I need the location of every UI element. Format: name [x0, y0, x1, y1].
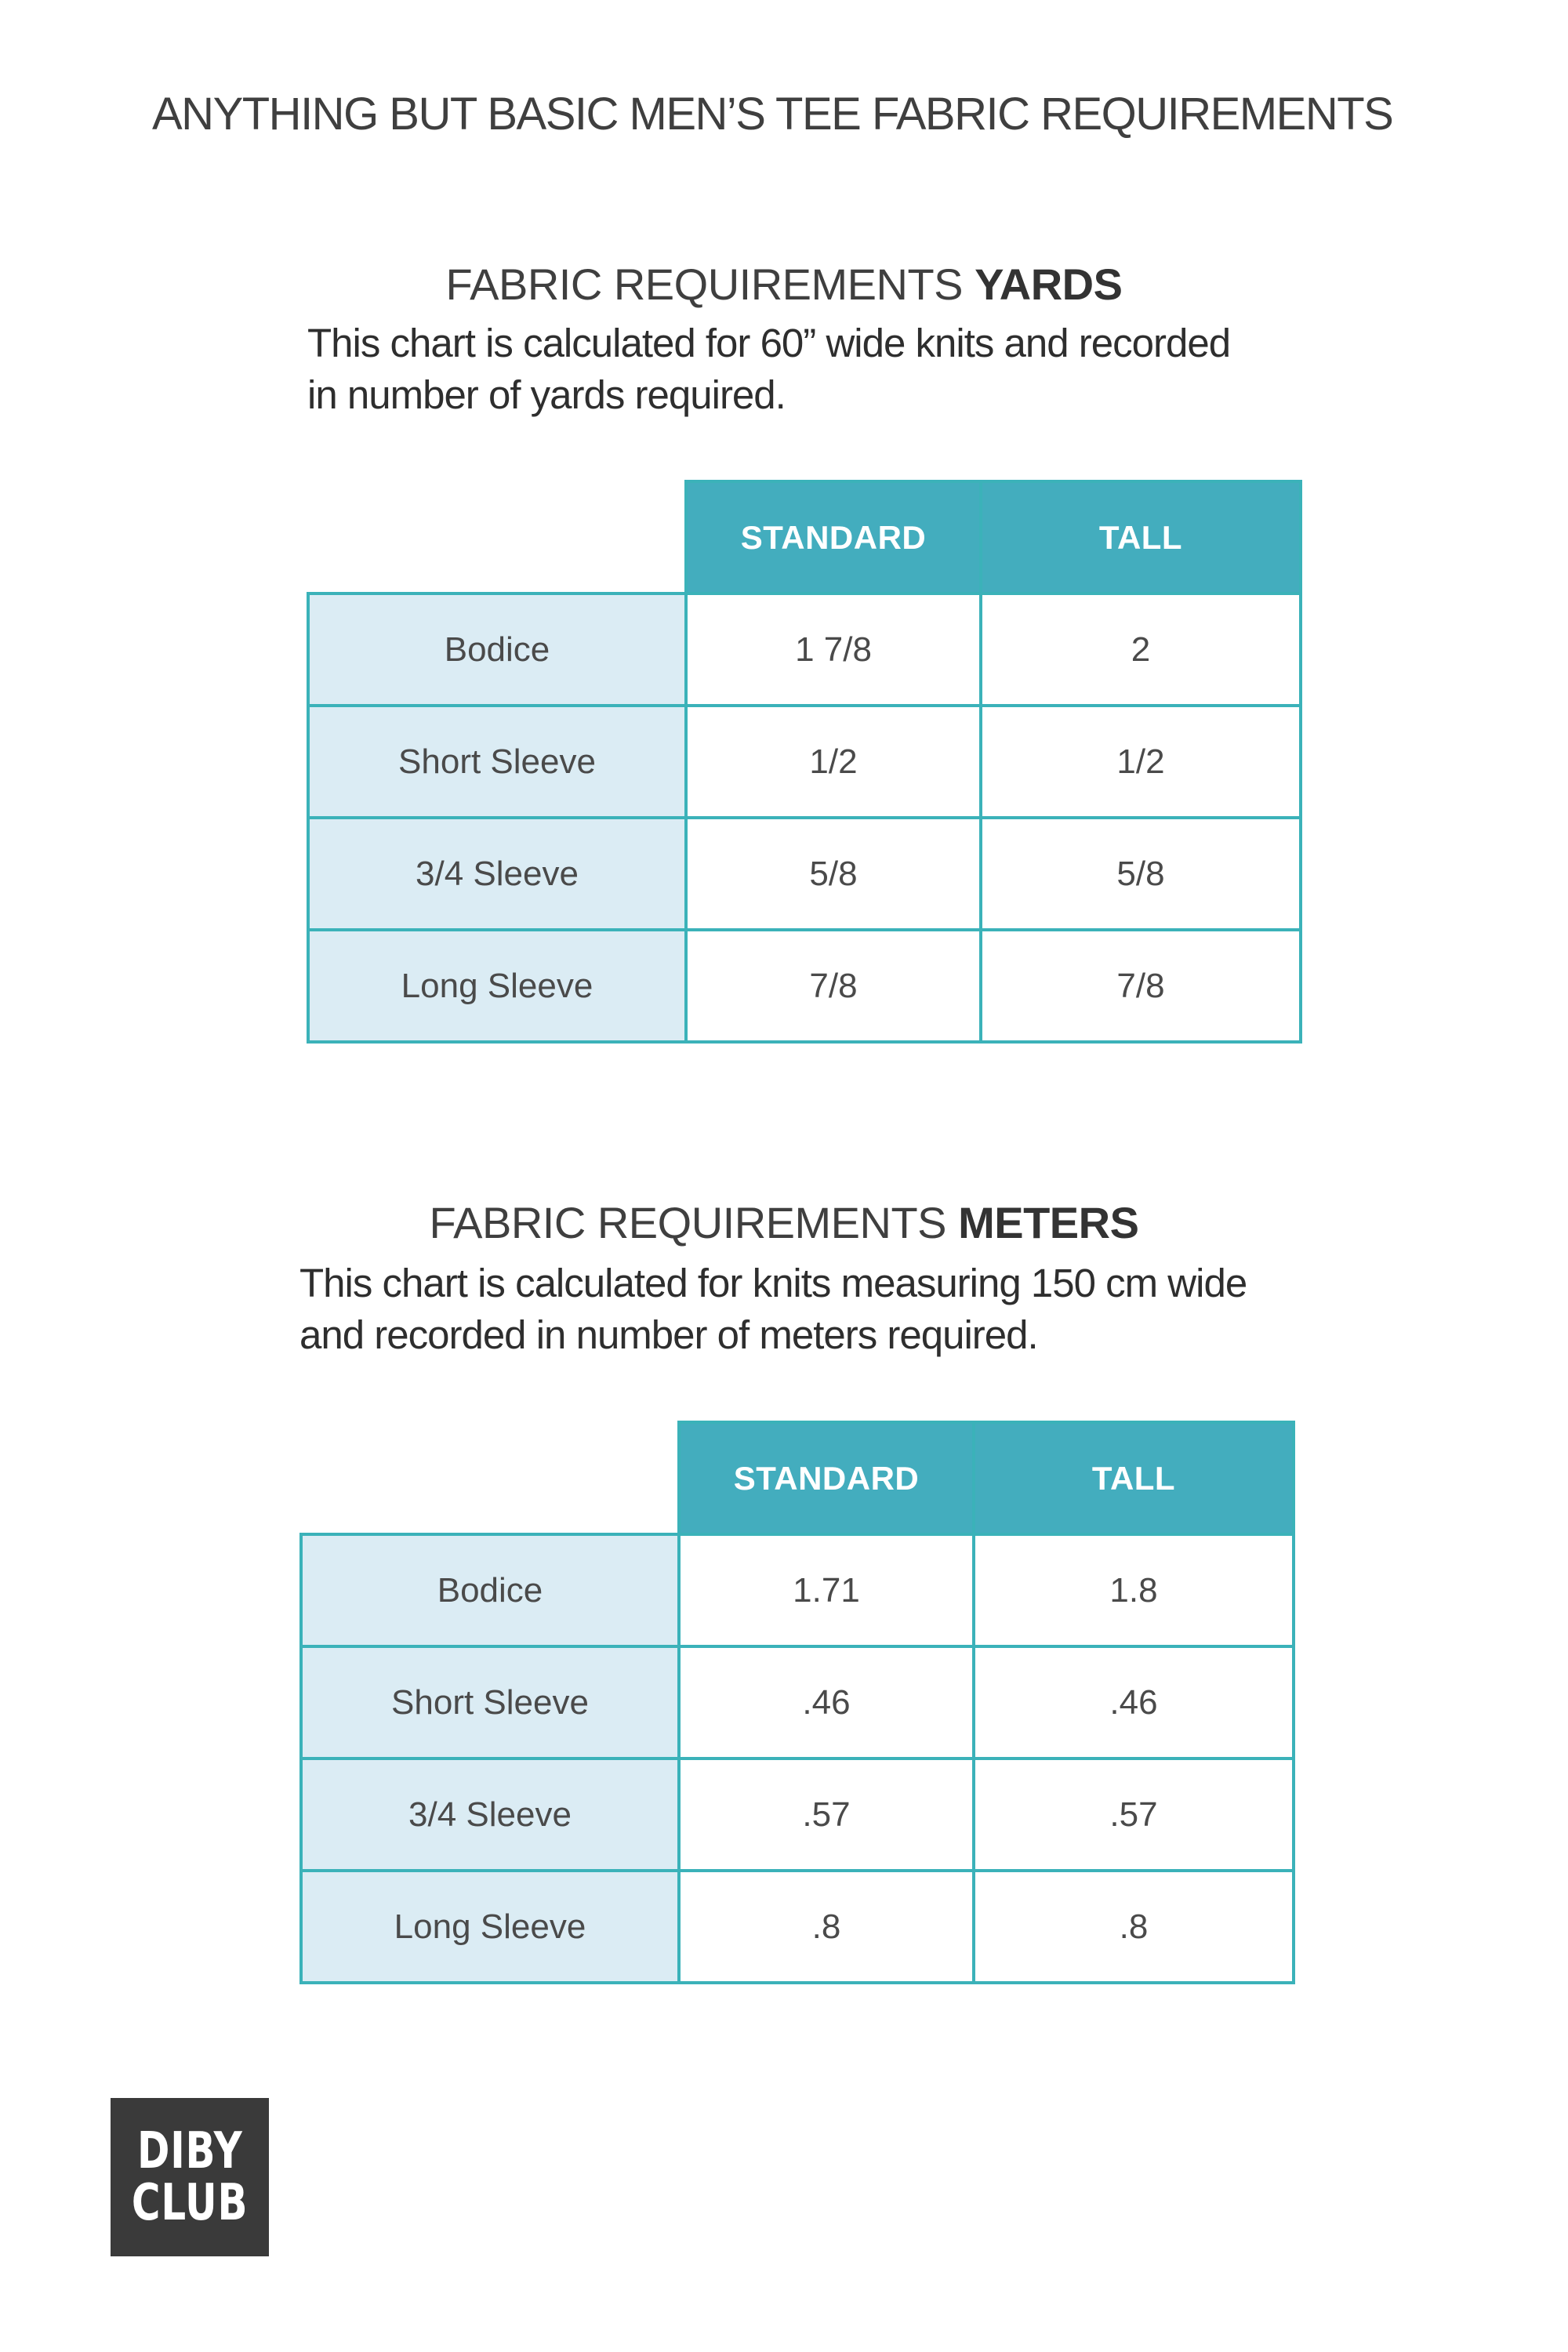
yards-bodice-standard: 1 7/8 — [686, 593, 981, 706]
meters-row-label-short-sleeve: Short Sleeve — [301, 1646, 679, 1759]
table-row — [301, 1646, 1294, 1759]
yards-row-label-short-sleeve: Short Sleeve — [308, 706, 686, 818]
meters-row-label-three-quarter-sleeve: 3/4 Sleeve — [301, 1759, 679, 1871]
meters-section-title — [0, 1197, 1568, 1248]
meters-three-quarter-sleeve-standard: .57 — [679, 1759, 974, 1871]
meters-title-bold: METERS — [958, 1198, 1139, 1247]
meters-description-line2: and recorded in number of meters required. — [299, 1312, 1038, 1357]
logo-line1: DIBY — [136, 2122, 243, 2180]
meters-short-sleeve-standard: .46 — [679, 1646, 974, 1759]
meters-bodice-standard: 1.71 — [679, 1534, 974, 1646]
meters-description — [299, 1258, 1247, 1361]
table-row — [308, 930, 1301, 1042]
meters-row-label-bodice: Bodice — [301, 1534, 679, 1646]
yards-long-sleeve-standard: 7/8 — [686, 930, 981, 1042]
yards-title-bold: YARDS — [975, 260, 1123, 309]
meters-col-tall: TALL — [974, 1422, 1294, 1534]
yards-long-sleeve-tall: 7/8 — [981, 930, 1301, 1042]
meters-long-sleeve-standard: .8 — [679, 1871, 974, 1983]
yards-header-blank — [308, 481, 686, 593]
yards-col-standard: STANDARD — [686, 481, 981, 593]
meters-short-sleeve-tall: .46 — [974, 1646, 1294, 1759]
yards-short-sleeve-tall: 1/2 — [981, 706, 1301, 818]
yards-row-label-long-sleeve: Long Sleeve — [308, 930, 686, 1042]
yards-table — [307, 480, 1302, 1044]
meters-header-row — [301, 1422, 1294, 1534]
meters-long-sleeve-tall: .8 — [974, 1871, 1294, 1983]
meters-col-standard: STANDARD — [679, 1422, 974, 1534]
yards-section-title — [0, 259, 1568, 310]
yards-short-sleeve-standard: 1/2 — [686, 706, 981, 818]
meters-table — [299, 1421, 1295, 1984]
meters-description-line1: This chart is calculated for knits measuring 150 cm wide — [299, 1261, 1247, 1305]
yards-header-row — [308, 481, 1301, 593]
table-row — [308, 706, 1301, 818]
logo-line2: CLUB — [131, 2174, 249, 2232]
table-row — [301, 1759, 1294, 1871]
table-row — [308, 818, 1301, 930]
yards-bodice-tall: 2 — [981, 593, 1301, 706]
yards-three-quarter-sleeve-standard: 5/8 — [686, 818, 981, 930]
yards-col-tall: TALL — [981, 481, 1301, 593]
meters-row-label-long-sleeve: Long Sleeve — [301, 1871, 679, 1983]
meters-header-blank — [301, 1422, 679, 1534]
table-row — [308, 593, 1301, 706]
meters-title-prefix: FABRIC REQUIREMENTS — [429, 1198, 947, 1247]
yards-description-line1: This chart is calculated for 60” wide knits and recorded — [307, 321, 1231, 365]
meters-three-quarter-sleeve-tall: .57 — [974, 1759, 1294, 1871]
diby-club-logo — [111, 2098, 269, 2256]
yards-row-label-bodice: Bodice — [308, 593, 686, 706]
yards-row-label-three-quarter-sleeve: 3/4 Sleeve — [308, 818, 686, 930]
meters-bodice-tall: 1.8 — [974, 1534, 1294, 1646]
yards-three-quarter-sleeve-tall: 5/8 — [981, 818, 1301, 930]
table-row — [301, 1534, 1294, 1646]
yards-description — [307, 318, 1230, 421]
table-row — [301, 1871, 1294, 1983]
yards-description-line2: in number of yards required. — [307, 372, 786, 417]
yards-title-prefix: FABRIC REQUIREMENTS — [445, 260, 963, 309]
page-title: ANYTHING BUT BASIC MEN’S TEE FABRIC REQUIREMENTS — [152, 89, 1393, 140]
